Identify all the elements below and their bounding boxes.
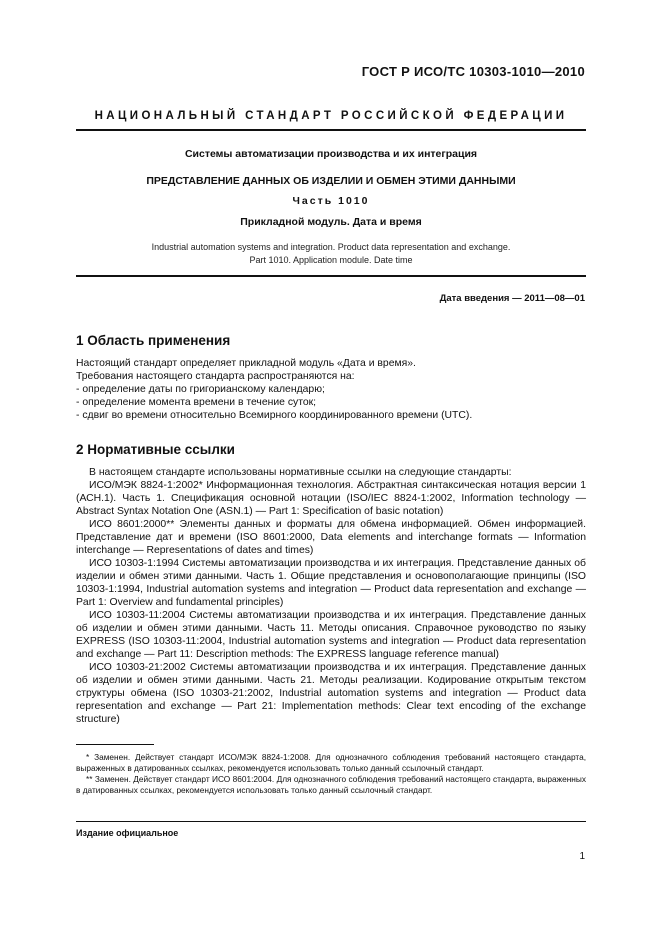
footer-rule (76, 821, 586, 822)
normative-reference: ИСО/МЭК 8824-1:2002* Информационная технология. Абстрактная синтаксическая нотация версии 1 (АСН.1). Часть 1. Спецификация основной нотации (ISO/IEC 8824-1:2002, Information technology — Abstract Syntax Notation One (ASN.1) — Part 1: Specification of basic notation) (76, 480, 586, 517)
official-edition-label: Издание официальное (76, 828, 179, 838)
page-number: 1 (579, 851, 585, 862)
section-2-body (76, 466, 586, 726)
section-1-heading: 1 Область применения (76, 333, 231, 348)
section-1-line: Настоящий стандарт определяет прикладной модуль «Дата и время». (76, 358, 416, 369)
document-code: ГОСТ Р ИСО/ТС 10303-1010—2010 (361, 64, 585, 79)
section-1-line: - определение даты по григорианскому календарю; (76, 384, 325, 395)
section-1-line: Требования настоящего стандарта распространяются на: (76, 371, 355, 382)
part-title: Часть 1010 (292, 195, 370, 207)
footnotes (76, 752, 586, 796)
main-title: ПРЕДСТАВЛЕНИЕ ДАННЫХ ОБ ИЗДЕЛИИ И ОБМЕН ЭТИМИ ДАННЫМИ (146, 175, 516, 187)
normative-reference: ИСО 8601:2000** Элементы данных и форматы для обмена информацией. Обмен информацией. Представление дат и времени (ISO 8601:2000, Data elements and interchange formats — Information interchange — Representations of dates and times) (76, 519, 586, 556)
section-2-heading: 2 Нормативные ссылки (76, 442, 235, 457)
english-title-line1: Industrial automation systems and integration. Product data representation and exchange. (151, 242, 511, 252)
section-1-line: - сдвиг во времени относительно Всемирного координированного времени (UTC). (76, 410, 473, 421)
national-standard-banner: НАЦИОНАЛЬНЫЙ СТАНДАРТ РОССИЙСКОЙ ФЕДЕРАЦИИ (94, 110, 568, 122)
footnote: * Заменен. Действует стандарт ИСО/МЭК 8824-1:2008. Для однозначного соблюдения требований настоящего стандарта, выраженных в датированных ссылках, рекомендуется использовать только данный ссылочный стандарт. (76, 752, 586, 773)
title-rule (76, 275, 586, 277)
banner-rule (76, 129, 586, 131)
normative-reference: ИСО 10303-11:2004 Системы автоматизации производства и их интеграция. Представление данных об изделии и обмен этими данными. Часть 11. Методы описания. Справочное руководство по языку EXPRESS (ISO 10303-11:2004, Industrial automation systems and integration — Product data representation and exchange — Part 11: Description methods: The EXPRESS language reference manual) (76, 610, 586, 660)
normative-reference: ИСО 10303-21:2002 Системы автоматизации производства и их интеграция. Представление данных об изделии и обмен этими данными. Часть 21. Методы реализации. Кодирование открытым текстом структуры обмена (ISO 10303-21:2002, Industrial automation systems and integration — Product data representation and exchange — Part 21: Implementation methods: Clear text encoding of the exchange structure) (76, 662, 586, 725)
series-title: Системы автоматизации производства и их интеграция (184, 148, 478, 160)
section-1-line: - определение момента времени в течение суток; (76, 397, 317, 408)
normative-reference: ИСО 10303-1:1994 Системы автоматизации производства и их интеграция. Представление данных об изделии и обмен этими данными. Часть 1. Общие представления и основополагающие принципы (ISO 10303-1:1994, Industrial automation systems and integration — Product data representation and exchange — Part 1: Overview and fundamental principles) (76, 558, 586, 608)
introduction-date: Дата введения — 2011—08—01 (439, 293, 585, 304)
module-title: Прикладной модуль. Дата и время (240, 216, 422, 228)
section-2-intro: В настоящем стандарте использованы нормативные ссылки на следующие стандарты: (89, 467, 512, 478)
footnote: ** Заменен. Действует стандарт ИСО 8601:2004. Для однозначного соблюдения требований настоящего стандарта, выраженных в датированных ссылках, рекомендуется использовать только данный ссылочный стандарт. (76, 774, 586, 795)
section-1-body (76, 357, 586, 422)
footnote-separator (76, 744, 154, 745)
english-title-line2: Part 1010. Application module. Date time (249, 255, 413, 265)
